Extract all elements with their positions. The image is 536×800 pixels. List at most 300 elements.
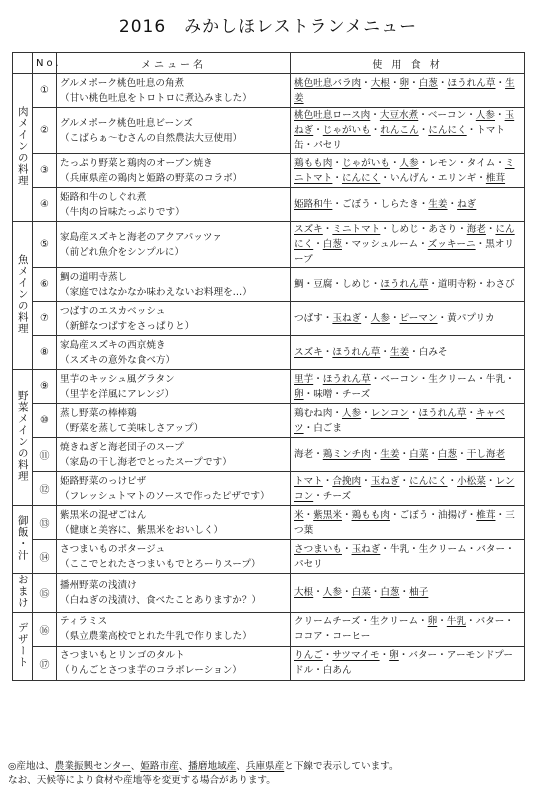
ingredient: 玉ねぎ — [351, 543, 381, 555]
separator: ・ — [360, 616, 371, 627]
item-number: ⑪ — [33, 438, 57, 472]
separator: ・ — [418, 239, 428, 250]
separator: ・ — [457, 449, 467, 460]
header-ingredients: 使 用 食 材 — [291, 53, 525, 74]
ingredient: 鯛 — [294, 279, 304, 290]
ingredient: ほうれん草 — [322, 373, 371, 385]
separator: ・ — [313, 587, 323, 599]
item-number: ① — [33, 74, 57, 108]
separator: ・ — [505, 373, 515, 385]
item-number: ⑦ — [33, 302, 57, 336]
ingredient: 牛乳 — [485, 373, 506, 385]
ingredient: 紫黒米 — [313, 509, 342, 521]
ingredient: りんご — [294, 650, 323, 661]
dish-description: （兵庫県産の鶏肉と姫路の野菜のコラボ） — [60, 172, 243, 184]
dish-description: （新鮮なつばすをさっぱりと） — [60, 320, 195, 332]
separator: ・ — [475, 239, 486, 250]
ingredient: 玉ねぎ — [294, 110, 515, 136]
separator: ・ — [380, 224, 390, 235]
item-number: ⑫ — [33, 472, 57, 506]
footnote-origin-legend — [8, 760, 528, 774]
ingredient: 人参 — [341, 407, 362, 419]
menu-row — [13, 222, 525, 268]
menu-row — [13, 404, 525, 438]
footnote-text: と下線で表示しています。 — [284, 761, 399, 772]
ingredient: パセリ — [313, 140, 342, 151]
dish-name: 播州野菜の浅漬け — [60, 579, 137, 591]
dish-description: （こばらぁ～むさんの自然農法大豆使用） — [60, 132, 243, 144]
separator: ・ — [361, 407, 371, 419]
dish-cell — [57, 336, 291, 370]
origin-source: 姫路市産 — [140, 761, 179, 772]
separator: ・ — [398, 650, 409, 661]
ingredient: 白あん — [322, 665, 352, 676]
category-label-text: おまけ — [16, 574, 29, 609]
separator: ・ — [361, 475, 371, 487]
ingredient: レモン — [428, 157, 458, 169]
dish-cell — [57, 506, 291, 540]
dish-description: （フレッシュトマトのソースで作ったピザです） — [60, 490, 270, 502]
ingredients-cell — [291, 472, 525, 506]
ingredient: 白葱 — [437, 449, 458, 460]
header-row — [13, 53, 525, 74]
ingredient: 黒オリーブ — [294, 239, 514, 265]
ingredient: にんにく — [294, 224, 515, 250]
dish-name: 焼きねぎと海老団子のスープ — [60, 441, 184, 453]
separator: ・ — [466, 407, 477, 419]
menu-row — [13, 438, 525, 472]
ingredient: ベーコン — [380, 373, 419, 385]
ingredient: バター — [475, 616, 505, 627]
ingredient: 海老 — [466, 224, 486, 235]
ingredient: ピーマン — [399, 313, 438, 324]
ingredient: 白葱 — [322, 239, 342, 250]
ingredient: 大根 — [370, 77, 390, 89]
dish-cell — [57, 222, 291, 268]
footnote-text: 、 — [236, 761, 246, 772]
ingredient: 牛乳 — [389, 543, 410, 555]
origin-source: 兵庫県産 — [245, 761, 285, 772]
menu-row — [13, 574, 525, 613]
separator: ・ — [332, 172, 342, 184]
separator: ・ — [322, 347, 333, 358]
dish-description: （家庭ではなかなか味わえないお料理を…） — [60, 286, 252, 298]
ingredient: しめじ — [341, 279, 371, 290]
separator: ・ — [332, 407, 342, 419]
category-label — [13, 370, 33, 506]
ingredient: ねぎ — [457, 199, 477, 210]
ingredient: ズッキーニ — [427, 239, 476, 250]
ingredient: 桃色吐息ロース肉 — [294, 110, 371, 121]
footnote-text: 、 — [178, 761, 189, 772]
ingredients-cell — [291, 268, 525, 302]
menu-row — [13, 74, 525, 108]
separator: ・ — [409, 77, 419, 89]
dish-name: さつまいもとリンゴのタルト — [60, 650, 185, 661]
ingredient: あさり — [428, 224, 458, 235]
ingredient: チーズ — [322, 490, 352, 502]
separator: ・ — [495, 77, 506, 89]
category-label-text: 御飯・汁 — [16, 515, 29, 561]
item-number: ⑧ — [33, 336, 57, 370]
ingredient: 桃色吐息バラ肉 — [294, 77, 362, 89]
separator: ・ — [408, 407, 419, 419]
ingredient: スズキ — [294, 347, 323, 358]
menu-row — [13, 302, 525, 336]
ingredient: しめじ — [389, 224, 419, 235]
ingredient: ココア — [294, 631, 323, 642]
ingredient: 里芋 — [294, 373, 314, 385]
separator: ・ — [341, 239, 352, 250]
ingredient: 大豆水煮 — [379, 110, 419, 121]
ingredient: チーズ — [341, 388, 371, 400]
ingredient: 柚子 — [409, 587, 429, 599]
ingredient: 生姜 — [294, 77, 515, 104]
dish-name: たっぷり野菜と鶏肉のオーブン焼き — [60, 157, 213, 169]
category-label — [13, 574, 33, 613]
separator: ・ — [313, 373, 323, 385]
separator: ・ — [428, 172, 438, 184]
ingredient: 椎茸 — [485, 172, 506, 184]
footnote-text: ◎産地は、 — [8, 761, 55, 772]
ingredient: トマト — [294, 475, 323, 487]
menu-row — [13, 646, 525, 680]
separator: ・ — [428, 279, 438, 290]
separator: ・ — [341, 509, 352, 521]
dish-cell — [57, 370, 291, 404]
item-number: ⑥ — [33, 268, 57, 302]
ingredient: 白ごま — [313, 422, 342, 434]
item-number: ⑬ — [33, 506, 57, 540]
separator: ・ — [303, 279, 314, 290]
dish-cell — [57, 188, 291, 222]
item-number: ⑯ — [33, 612, 57, 646]
category-label-text: 肉メインの料理 — [16, 105, 29, 187]
ingredient: ごぼう — [341, 199, 371, 210]
ingredient: 生クリーム — [370, 616, 419, 627]
ingredient: さつまいも — [294, 543, 342, 555]
separator: ・ — [322, 631, 333, 642]
separator: ・ — [389, 313, 400, 324]
ingredient: キャベツ — [294, 407, 505, 434]
separator: ・ — [418, 224, 429, 235]
dish-description: （前どれ魚介をシンプルに） — [60, 246, 185, 258]
ingredients-cell — [291, 646, 525, 680]
separator: ・ — [447, 199, 458, 210]
ingredient: 油揚げ — [437, 509, 467, 521]
dish-description: （野菜を蒸して美味しさアップ） — [60, 422, 204, 434]
dish-name: 里芋のキッシュ風グラタン — [60, 373, 175, 385]
ingredients-cell — [291, 438, 525, 472]
separator: ・ — [485, 224, 496, 235]
ingredient: 椎茸 — [476, 509, 496, 521]
ingredient: バター — [408, 650, 438, 661]
ingredient: 人参 — [475, 110, 495, 121]
dish-cell — [57, 302, 291, 336]
item-number: ④ — [33, 188, 57, 222]
separator: ・ — [313, 449, 323, 460]
dish-description: （家島の干し海老でとったスープです） — [60, 456, 232, 468]
ingredient: 生姜 — [428, 199, 448, 210]
separator: ・ — [504, 616, 514, 627]
separator: ・ — [399, 475, 410, 487]
separator: ・ — [418, 199, 429, 210]
category-label — [13, 612, 33, 680]
separator: ・ — [322, 650, 333, 661]
ingredient: 鶏むね肉 — [294, 407, 333, 419]
dish-name: 鯛の道明寺蒸し — [60, 271, 128, 283]
separator: ・ — [322, 313, 333, 324]
ingredient: レンコン — [294, 475, 515, 502]
separator: ・ — [428, 509, 438, 521]
dish-name: 家島産スズキと海老のアクアパッツァ — [60, 231, 222, 243]
ingredient: つばす — [294, 313, 323, 324]
ingredient: 生クリーム — [418, 543, 467, 555]
separator: ・ — [370, 449, 381, 460]
ingredient: 白菜 — [351, 587, 371, 599]
ingredients-cell — [291, 222, 525, 268]
item-number: ⑰ — [33, 646, 57, 680]
ingredient: ほうれん草 — [332, 347, 381, 358]
separator: ・ — [399, 587, 410, 599]
separator: ・ — [505, 543, 515, 555]
separator: ・ — [332, 199, 342, 210]
dish-name: 姫路和牛のしぐれ煮 — [60, 191, 147, 203]
separator: ・ — [466, 543, 477, 555]
separator: ・ — [303, 422, 314, 434]
separator: ・ — [379, 650, 390, 661]
ingredients-cell — [291, 108, 525, 154]
dish-name: 蒸し野菜の棒棒鶏 — [60, 407, 137, 419]
ingredient: トマト缶 — [294, 125, 506, 151]
category-label-text: 野菜メインの料理 — [16, 390, 29, 482]
ingredient: 道明寺粉 — [437, 279, 477, 290]
item-number: ⑤ — [33, 222, 57, 268]
dish-cell — [57, 74, 291, 108]
separator: ・ — [418, 157, 429, 169]
separator: ・ — [418, 616, 428, 627]
ingredient: 玉ねぎ — [370, 475, 400, 487]
ingredient: スズキ — [294, 224, 323, 235]
separator: ・ — [380, 172, 390, 184]
separator: ・ — [361, 77, 371, 89]
menu-row — [13, 268, 525, 302]
ingredient: れんこん — [380, 125, 419, 136]
header-no: No. — [33, 53, 57, 74]
item-number: ⑩ — [33, 404, 57, 438]
menu-row — [13, 370, 525, 404]
origin-source: 農業振興センター — [54, 761, 131, 772]
origin-source: 播磨地域産 — [188, 761, 237, 772]
separator: ・ — [457, 224, 467, 235]
menu-row — [13, 154, 525, 188]
menu-row — [13, 612, 525, 646]
dish-cell — [57, 612, 291, 646]
dish-description: （健康と美容に、紫黒米をおいしく） — [60, 524, 224, 536]
separator: ・ — [313, 125, 323, 136]
ingredients-cell — [291, 574, 525, 613]
dish-cell — [57, 108, 291, 154]
separator: ・ — [418, 125, 429, 136]
separator: ・ — [303, 140, 314, 151]
ingredient: 白葱 — [380, 587, 400, 599]
ingredient: 卵 — [399, 77, 410, 89]
header-menu: メニュー名 — [57, 53, 291, 74]
ingredient: しらたき — [380, 199, 419, 210]
ingredient: エリンギ — [437, 172, 477, 184]
dish-description: （白ねぎの浅漬け、食べたことありますか？） — [60, 594, 262, 606]
ingredient: 玉ねぎ — [332, 313, 362, 324]
separator: ・ — [447, 475, 458, 487]
separator: ・ — [380, 347, 390, 358]
separator: ・ — [466, 616, 476, 627]
separator: ・ — [418, 110, 428, 121]
ingredient: マッシュルーム — [351, 239, 419, 250]
dish-cell — [57, 438, 291, 472]
dish-name: さつまいものポタージュ — [60, 543, 166, 555]
separator: ・ — [341, 543, 352, 555]
ingredient: タイム — [466, 157, 496, 169]
ingredient: 生姜 — [380, 449, 400, 460]
menu-row — [13, 540, 525, 574]
footnotes — [8, 760, 528, 788]
ingredient: 海老 — [294, 449, 314, 460]
ingredient: にんにく — [341, 172, 381, 184]
dish-description: （りんごとさつま芋のコラボレーション） — [60, 665, 242, 676]
footnote-change-notice: なお、天候等により食材や産地等を変更する場合があります。 — [8, 775, 276, 786]
ingredient: ミニトマト — [332, 224, 381, 235]
ingredients-cell — [291, 404, 525, 438]
ingredient: 干し海老 — [466, 449, 506, 460]
item-number: ② — [33, 108, 57, 154]
ingredients-cell — [291, 188, 525, 222]
ingredient: 鶏もも肉 — [294, 157, 333, 169]
ingredient: じゃがいも — [341, 157, 390, 169]
separator: ・ — [322, 224, 333, 235]
separator: ・ — [322, 475, 333, 487]
separator: ・ — [466, 110, 476, 121]
ingredients-cell — [291, 540, 525, 574]
ingredient: 白菜 — [409, 449, 429, 460]
dish-cell — [57, 472, 291, 506]
dish-description: （牛肉の旨味たっぷりです） — [60, 206, 185, 218]
separator: ・ — [380, 543, 390, 555]
ingredient: アーモンドプードル — [294, 650, 514, 676]
ingredient: ごぼう — [399, 509, 429, 521]
separator: ・ — [389, 77, 400, 89]
ingredient: ほうれん草 — [380, 279, 429, 290]
ingredient: ミニトマト — [294, 157, 515, 184]
separator: ・ — [437, 77, 448, 89]
item-number: ⑨ — [33, 370, 57, 404]
dish-description: （県立農業高校でとれた牛乳で作りました） — [60, 631, 252, 642]
separator: ・ — [466, 125, 477, 136]
separator: ・ — [303, 388, 314, 400]
item-number: ⑭ — [33, 540, 57, 574]
category-label — [13, 506, 33, 574]
ingredient: 小松菜 — [457, 475, 486, 487]
ingredients-cell — [291, 506, 525, 540]
separator: ・ — [409, 347, 419, 358]
menu-table — [12, 52, 525, 681]
page-title: 2016 みかしほレストランメニュー — [118, 17, 418, 37]
ingredient: 姫路和牛 — [294, 199, 333, 210]
dish-cell — [57, 574, 291, 613]
ingredient: 白葱 — [418, 77, 438, 89]
separator: ・ — [437, 313, 448, 324]
ingredient: にんにく — [409, 475, 448, 487]
separator: ・ — [495, 509, 506, 521]
ingredient: 卵 — [427, 616, 438, 627]
separator: ・ — [341, 587, 352, 599]
dish-cell — [57, 404, 291, 438]
separator: ・ — [399, 449, 410, 460]
separator: ・ — [361, 313, 371, 324]
item-number: ③ — [33, 154, 57, 188]
ingredient: クリームチーズ — [294, 616, 361, 627]
dish-name: つばすのエスカベッシュ — [60, 305, 166, 317]
separator: ・ — [485, 475, 496, 487]
ingredients-cell — [291, 370, 525, 404]
category-label — [13, 74, 33, 222]
ingredient: わさび — [485, 279, 515, 290]
category-label-text: デザート — [16, 621, 29, 668]
dish-name: 姫路野菜のっけピザ — [60, 475, 147, 487]
ingredient: 卵 — [294, 388, 304, 400]
separator: ・ — [332, 279, 342, 290]
ingredients-cell — [291, 154, 525, 188]
separator: ・ — [495, 110, 505, 121]
separator: ・ — [466, 509, 477, 521]
dish-name: 家島産スズキの西京焼き — [60, 339, 166, 351]
ingredient: パセリ — [294, 558, 323, 570]
separator: ・ — [313, 490, 323, 502]
ingredients-cell — [291, 74, 525, 108]
dish-name: 紫黒米の混ぜごはん — [60, 509, 147, 521]
separator: ・ — [495, 157, 505, 169]
ingredient: 合挽肉 — [332, 475, 362, 487]
dish-description: （甘い桃色吐息をトロトロに煮込みました） — [60, 92, 252, 104]
dish-description: （スズキの意外な食べ方） — [60, 354, 176, 366]
menu-row — [13, 506, 525, 540]
ingredient: 黄パプリカ — [447, 313, 495, 324]
ingredient: 人参 — [399, 157, 419, 169]
separator: ・ — [389, 509, 400, 521]
menu-row — [13, 188, 525, 222]
ingredient: 豆腐 — [313, 279, 333, 290]
separator: ・ — [418, 373, 429, 385]
ingredients-cell — [291, 302, 525, 336]
ingredient: 人参 — [322, 587, 342, 599]
ingredient: じゃがいも — [322, 125, 371, 136]
separator: ・ — [428, 449, 438, 460]
ingredient: いんげん — [389, 172, 429, 184]
ingredient: 卵 — [389, 650, 399, 661]
menu-row — [13, 472, 525, 506]
separator: ・ — [370, 199, 381, 210]
ingredient: コーヒー — [332, 631, 371, 642]
ingredients-cell — [291, 612, 525, 646]
dish-cell — [57, 268, 291, 302]
ingredient: 三つ葉 — [294, 509, 515, 536]
header-category — [13, 53, 33, 74]
separator: ・ — [332, 388, 342, 400]
separator: ・ — [313, 239, 323, 250]
ingredient: 牛乳 — [446, 616, 467, 627]
ingredient: 人参 — [370, 313, 390, 324]
separator: ・ — [476, 373, 486, 385]
separator: ・ — [370, 125, 381, 136]
